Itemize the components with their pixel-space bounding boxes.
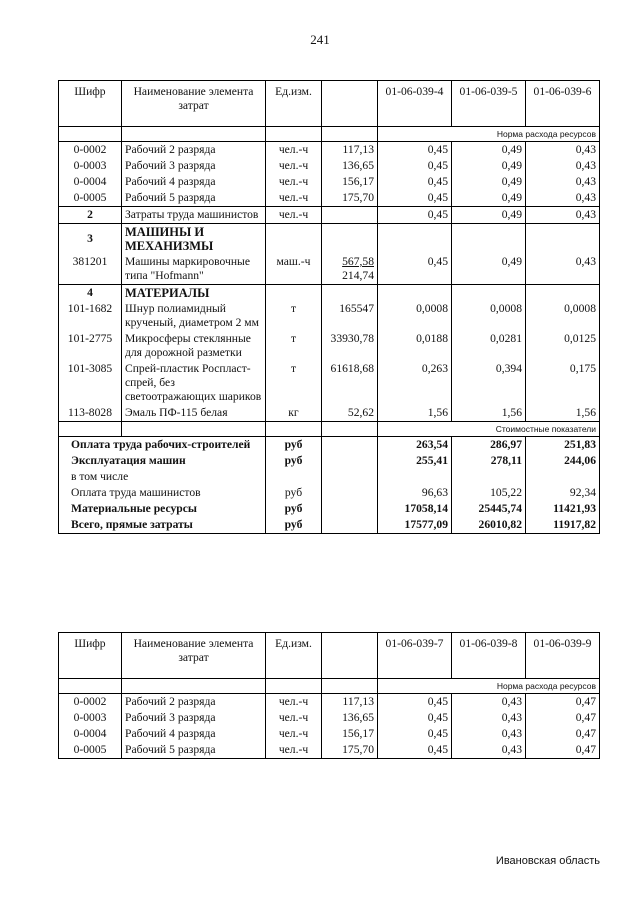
row-unit: чел.-ч xyxy=(266,207,322,224)
row-value: 0,49 xyxy=(452,207,526,224)
header-code: Шифр xyxy=(59,81,122,127)
row-name: Рабочий 3 разряда xyxy=(122,710,266,726)
row-unit: руб xyxy=(266,517,322,534)
row-value: 263,54 xyxy=(378,437,452,454)
row-value: 0,43 xyxy=(526,207,600,224)
header-col-2: 01-06-039-8 xyxy=(452,633,526,679)
section-title: МАШИНЫ И МЕХАНИЗМЫ xyxy=(122,224,266,255)
summary-row xyxy=(59,517,600,534)
page-number: 241 xyxy=(310,32,330,47)
norm-label: Норма расхода ресурсов xyxy=(378,127,600,142)
row-unit: т xyxy=(266,331,322,361)
region-footer: Ивановская область xyxy=(495,855,600,867)
table-row xyxy=(59,710,600,726)
summary-row xyxy=(59,501,600,517)
row-value: 17058,14 xyxy=(378,501,452,517)
row-price: 175,70 xyxy=(322,190,378,207)
row-code: 0-0003 xyxy=(59,158,122,174)
header-col-3: 01-06-039-9 xyxy=(526,633,600,679)
row-value: 1,56 xyxy=(378,405,452,422)
row-unit: руб xyxy=(266,501,322,517)
row-value: 0,394 xyxy=(452,361,526,405)
summary-row xyxy=(59,469,600,485)
row-name: Рабочий 5 разряда xyxy=(122,190,266,207)
table1-workers xyxy=(59,142,600,207)
row-name: Рабочий 4 разряда xyxy=(122,726,266,742)
table-row xyxy=(59,190,600,207)
row-code: 381201 xyxy=(59,254,122,285)
table-row xyxy=(59,331,600,361)
row-value: 0,43 xyxy=(526,174,600,190)
row-unit: чел.-ч xyxy=(266,726,322,742)
header-price xyxy=(322,633,378,679)
row-value: 286,97 xyxy=(452,437,526,454)
row-unit: чел.-ч xyxy=(266,174,322,190)
row-value: 0,43 xyxy=(452,726,526,742)
cost-label: Стоимостные показатели xyxy=(378,422,600,437)
row-unit: маш.-ч xyxy=(266,254,322,285)
row-code: 0-0003 xyxy=(59,710,122,726)
table-row xyxy=(59,142,600,159)
row-name: Шнур полиамидный крученый, диаметром 2 мм xyxy=(122,301,266,331)
row-value: 0,49 xyxy=(452,142,526,159)
row-value: 0,47 xyxy=(526,694,600,711)
row-value: 0,49 xyxy=(452,254,526,285)
row-value: 0,45 xyxy=(378,694,452,711)
norm-label-row xyxy=(59,127,600,142)
row-price xyxy=(322,453,378,469)
row-price: 136,65 xyxy=(322,158,378,174)
row-value: 278,11 xyxy=(452,453,526,469)
row-value: 0,43 xyxy=(452,694,526,711)
row-unit: т xyxy=(266,361,322,405)
row-value: 92,34 xyxy=(526,485,600,501)
row-unit: чел.-ч xyxy=(266,190,322,207)
row-value: 1,56 xyxy=(452,405,526,422)
header-code: Шифр xyxy=(59,633,122,679)
table-row xyxy=(59,301,600,331)
row-value xyxy=(452,469,526,485)
machine-price-total: 567,58 xyxy=(342,255,374,268)
row-value: 0,45 xyxy=(378,158,452,174)
row-value: 0,0281 xyxy=(452,331,526,361)
row-unit: чел.-ч xyxy=(266,694,322,711)
row-value: 0,43 xyxy=(452,710,526,726)
row-value: 0,47 xyxy=(526,710,600,726)
row-value: 0,43 xyxy=(452,742,526,759)
row-code: 0-0005 xyxy=(59,190,122,207)
row-value: 96,63 xyxy=(378,485,452,501)
table-header-row xyxy=(59,633,600,679)
row-value: 0,49 xyxy=(452,190,526,207)
row-value: 0,45 xyxy=(378,174,452,190)
row-price xyxy=(322,501,378,517)
row-value: 0,49 xyxy=(452,158,526,174)
row-name: Машины маркировочные типа "Hofmann" xyxy=(122,254,266,285)
summary-row xyxy=(59,485,600,501)
row-name: Спрей-пластик Роспласт-спрей, без светоотражающих шариков xyxy=(122,361,266,405)
row-code: 0-0004 xyxy=(59,174,122,190)
summary-name: Материальные ресурсы xyxy=(59,501,266,517)
header-price xyxy=(322,81,378,127)
row-unit: чел.-ч xyxy=(266,158,322,174)
row-value: 0,43 xyxy=(526,142,600,159)
row-value: 255,41 xyxy=(378,453,452,469)
machine-price-wage: 214,74 xyxy=(342,269,374,282)
row-value: 0,45 xyxy=(378,142,452,159)
header-unit: Ед.изм. xyxy=(266,633,322,679)
row-value xyxy=(526,469,600,485)
row-code: 0-0005 xyxy=(59,742,122,759)
summary-row xyxy=(59,453,600,469)
table-row xyxy=(59,742,600,759)
row-value: 0,0008 xyxy=(452,301,526,331)
section-code: 4 xyxy=(59,285,122,302)
row-price: 175,70 xyxy=(322,742,378,759)
table-row xyxy=(59,726,600,742)
row-price xyxy=(322,517,378,534)
row-value: 0,45 xyxy=(378,254,452,285)
row-value: 0,0125 xyxy=(526,331,600,361)
summary-name: Оплата труда машинистов xyxy=(59,485,266,501)
row-value: 0,263 xyxy=(378,361,452,405)
table-row xyxy=(59,158,600,174)
resource-table-1 xyxy=(58,80,600,534)
header-name: Наименование элемента затрат xyxy=(122,633,266,679)
row-unit: кг xyxy=(266,405,322,422)
header-col-2: 01-06-039-5 xyxy=(452,81,526,127)
cost-label-row xyxy=(59,422,600,437)
row-value: 25445,74 xyxy=(452,501,526,517)
summary-name: Всего, прямые затраты xyxy=(59,517,266,534)
row-value xyxy=(378,469,452,485)
resource-table-2 xyxy=(58,632,600,759)
row-value: 0,0188 xyxy=(378,331,452,361)
row-name: Затраты труда машинистов xyxy=(122,207,266,224)
row-price xyxy=(322,469,378,485)
row-value: 0,45 xyxy=(378,742,452,759)
table-row-machine xyxy=(59,254,600,285)
row-code: 101-3085 xyxy=(59,361,122,405)
row-value: 0,175 xyxy=(526,361,600,405)
row-name: Рабочий 2 разряда xyxy=(122,142,266,159)
table-row xyxy=(59,405,600,422)
row-value: 17577,09 xyxy=(378,517,452,534)
header-name: Наименование элемента затрат xyxy=(122,81,266,127)
row-value: 0,47 xyxy=(526,726,600,742)
row-name: Рабочий 3 разряда xyxy=(122,158,266,174)
row-price: 136,65 xyxy=(322,710,378,726)
row-value: 105,22 xyxy=(452,485,526,501)
section-materials xyxy=(59,285,600,302)
row-name: Рабочий 2 разряда xyxy=(122,694,266,711)
row-price: 61618,68 xyxy=(322,361,378,405)
header-col-1: 01-06-039-4 xyxy=(378,81,452,127)
row-value: 0,45 xyxy=(378,190,452,207)
row-price xyxy=(322,485,378,501)
row-value: 0,0008 xyxy=(378,301,452,331)
summary-name: Эксплуатация машин xyxy=(59,453,266,469)
row-value: 11917,82 xyxy=(526,517,600,534)
row-code: 0-0004 xyxy=(59,726,122,742)
row-value: 0,47 xyxy=(526,742,600,759)
row-unit xyxy=(266,469,322,485)
norm-label-row xyxy=(59,679,600,694)
row-value: 0,43 xyxy=(526,190,600,207)
row-price: 117,13 xyxy=(322,694,378,711)
table-row xyxy=(59,694,600,711)
header-unit: Ед.изм. xyxy=(266,81,322,127)
row-price: 165547 xyxy=(322,301,378,331)
row-price: 156,17 xyxy=(322,726,378,742)
row-code: 101-2775 xyxy=(59,331,122,361)
row-name: Микросферы стеклянные для дорожной разметки xyxy=(122,331,266,361)
summary-name: Оплата труда рабочих-строителей xyxy=(59,437,266,454)
table1-materials xyxy=(59,301,600,422)
row-price xyxy=(322,437,378,454)
row-value: 26010,82 xyxy=(452,517,526,534)
row-name: Рабочий 5 разряда xyxy=(122,742,266,759)
row-code: 101-1682 xyxy=(59,301,122,331)
norm-label: Норма расхода ресурсов xyxy=(378,679,600,694)
row-unit: руб xyxy=(266,453,322,469)
row-value: 0,0008 xyxy=(526,301,600,331)
table1-summary xyxy=(59,437,600,534)
table-row xyxy=(59,174,600,190)
row-value: 0,43 xyxy=(526,254,600,285)
section-code: 3 xyxy=(59,224,122,255)
row-unit: руб xyxy=(266,437,322,454)
table-row xyxy=(59,361,600,405)
row-code: 2 xyxy=(59,207,122,224)
row-unit: чел.-ч xyxy=(266,742,322,759)
row-value: 0,45 xyxy=(378,710,452,726)
section-title: МАТЕРИАЛЫ xyxy=(122,285,266,302)
row-code: 0-0002 xyxy=(59,142,122,159)
row-value: 11421,93 xyxy=(526,501,600,517)
row-value: 0,49 xyxy=(452,174,526,190)
row-value: 244,06 xyxy=(526,453,600,469)
table-row-machinists xyxy=(59,207,600,224)
row-unit: т xyxy=(266,301,322,331)
table2-workers xyxy=(59,694,600,759)
row-price: 52,62 xyxy=(322,405,378,422)
row-price: 117,13 xyxy=(322,142,378,159)
row-value: 0,43 xyxy=(526,158,600,174)
section-machines xyxy=(59,224,600,255)
summary-name: в том числе xyxy=(59,469,266,485)
row-code: 113-8028 xyxy=(59,405,122,422)
row-value: 251,83 xyxy=(526,437,600,454)
row-value: 1,56 xyxy=(526,405,600,422)
row-code: 0-0002 xyxy=(59,694,122,711)
row-price: 33930,78 xyxy=(322,331,378,361)
header-col-1: 01-06-039-7 xyxy=(378,633,452,679)
row-value: 0,45 xyxy=(378,726,452,742)
row-unit: руб xyxy=(266,485,322,501)
row-value: 0,45 xyxy=(378,207,452,224)
table-header-row xyxy=(59,81,600,127)
header-col-3: 01-06-039-6 xyxy=(526,81,600,127)
row-price: 156,17 xyxy=(322,174,378,190)
row-unit: чел.-ч xyxy=(266,710,322,726)
row-name: Рабочий 4 разряда xyxy=(122,174,266,190)
summary-row xyxy=(59,437,600,454)
row-unit: чел.-ч xyxy=(266,142,322,159)
row-name: Эмаль ПФ-115 белая xyxy=(122,405,266,422)
